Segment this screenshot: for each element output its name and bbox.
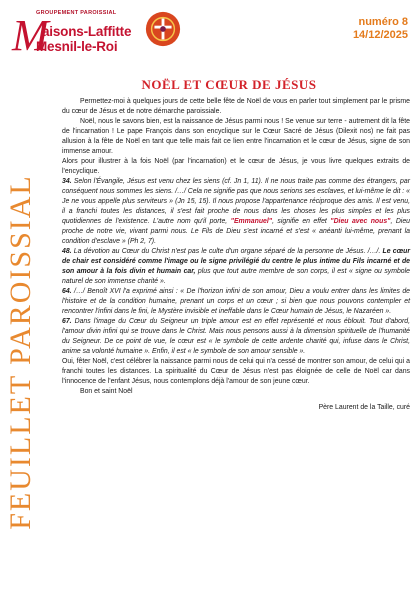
parish-emblem-icon [144,10,182,48]
logo-line-1: aisons-Laffitte [42,24,132,39]
quote-number: 64. [62,288,72,295]
page-title: NOËL ET CŒUR DE JÉSUS [141,77,317,92]
logo-letter: M [12,11,49,60]
sidebar-band [0,108,42,595]
paragraph-intro: Permettez-moi à quelques jours de cette belle fête de Noël de vous en parler tout simplement par le prisme du cœur de Jésus et de notre démarche paroissiale. [62,98,410,115]
quote-number: 67. [62,318,72,325]
quote-text: /…/ Benoît XVI l'a exprimé ainsi : « De l'horizon infini de son amour, Dieu a voulu entrer dans les limites de l'histoire et de la condition humaine, prenant un corps et un cœur ; si bien que nous pouvons contempler et rencontrer l'infini dans le fini, le Mystère invisible et ineffable dans le Cœur humain de Jésus, le Nazaréen ». [62,288,410,315]
parish-logo [12,8,162,63]
quote-emphasis: "Emmanuel" [230,218,273,225]
quote-48 [62,247,410,287]
paragraph-conclusion: Oui, fêter Noël, c'est célébrer la naissance parmi nous de celui qui n'a cessé de montrer son amour, de celui qui a franchi toutes les distances. La spiritualité du Cœur de Jésus n'est pas éloignée de celle de Noël car dans l'innocence de l'enfant Jésus, nous contemplons déjà l'amour de son jeune cœur. [62,358,410,385]
quote-text: La dévotion au Cœur du Christ n'est pas le culte d'un organe séparé de la personne de Jésus. /…/. [71,248,383,255]
quote-bold: Le cœur de chair est considéré comme l'image ou le signe privilégié du centre le plus intime du Fils incarné et de son amour à la fois divin et humain car, [62,248,410,275]
issue-number: numéro 8 [358,16,408,28]
quote-text: Dans l'image du Cœur du Seigneur un triple amour est en effet représenté et nous éblouit. Tout d'abord, l'amour divin infini qui se trouve dans le Christ. Mais nous pensons aussi à la dimension spirituelle de l'humanité du Seigneur. De ce point de vue, le cœur est « le symbole de cette ardente charité qui, infuse dans le Christ, anime sa volonté humaine ». Enfin, il est « le symbole de son amour sensible ». [62,318,410,355]
quote-text: , Dieu proche de notre vie, vivant parmi nous. Le Fils de Dieu s'est incarné et s'est « anéanti lui-même, prenant la condition d'esclave » (Ph 2, 7). [62,218,410,245]
sidebar-title: FEUILLET PAROISSIAL [4,173,38,530]
header [12,8,412,68]
quote-number: 48. [62,248,72,255]
quote-text: plus que tout autre membre de son corps, il est « signe ou symbole naturel de son immense charité ». [62,268,410,285]
quote-text: Selon l'Évangile, Jésus est venu chez les siens (cf. Jn 1, 11). Il ne nous traite pas comme des étrangers, par conséquent nous sommes les siens. /…/ Cela ne signifie pas que nous serions ses esclaves, et lui-même le dit : « Je ne vous appelle plus serviteurs » (Jn 15, 15). Il nous propose l'appartenance réciproque des amis. Il est venu, il a franchi toutes les distances, il s'est fait proche de nous dans les choses les plus simples et les plus quotidiennes de l'existence. L'autre nom qu'il porte, [62,178,410,225]
issue-info [353,16,408,42]
issue-date: 14/12/2025 [352,29,408,41]
quote-67 [62,317,410,357]
quote-34 [62,177,410,247]
logo-group-label: GROUPEMENT PAROISSIAL [36,10,117,16]
quote-64 [62,287,410,317]
quote-text: , signifie en effet [272,218,331,225]
closing-wish: Bon et saint Noël [80,388,133,395]
quote-number: 34. [62,178,72,185]
article-body [62,97,410,413]
logo-line-2: Mesnil-le-Roi [36,39,118,54]
paragraph-extraits: Alors pour illustrer à la fois Noël (par l'incarnation) et le cœur de Jésus, je vous livre quelques extraits de l'encyclique. [62,158,410,175]
paragraph-noel: Noël, nous le savons bien, est la naissance de Jésus parmi nous ! Se venue sur terre - autrement dit la fête de l'incarnation ! Le pape François dans son encyclique sur le Cœur Sacré de Jésus (Dilexit nos) ne fait pas allusion à la fête de Noël en tant que telle mais fait ce lien entre l'incarnation et le cœur de Jésus, signe de son immense amour. [62,118,410,155]
quote-emphasis: "Dieu avec nous" [330,218,391,225]
signature: Père Laurent de la Taille, curé [318,404,410,411]
